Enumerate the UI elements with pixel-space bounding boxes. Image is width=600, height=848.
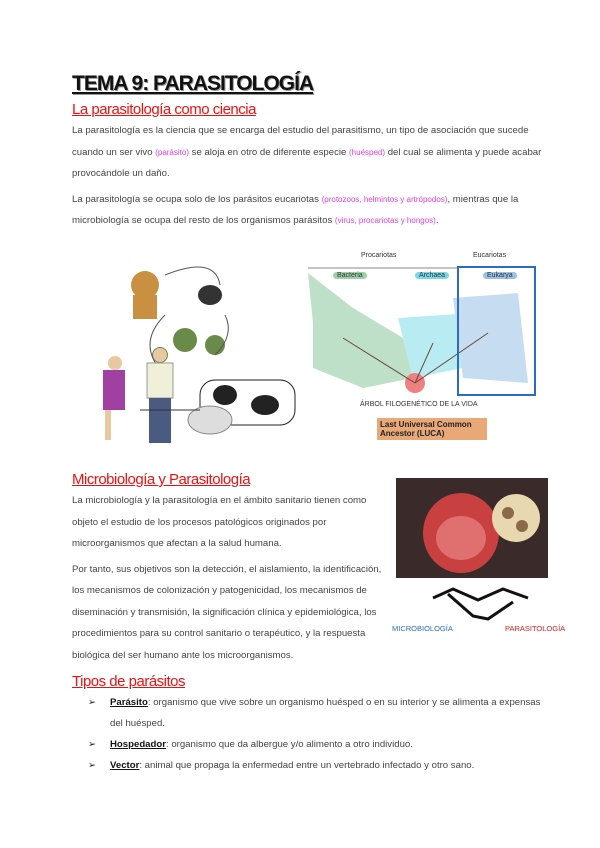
section-heading-micro: Microbiología y Parasitología — [72, 471, 251, 488]
paragraph-scope: La parasitología se ocupa solo de los parásitos eucariotas (protozoos, helmintos y artrópodos), mientras que la microbiología se ocupa del resto de los organismos parásitos (virus, procariotas y hongos). — [72, 193, 519, 226]
label-archaea: Archaea — [415, 272, 449, 279]
section-heading-ciencia: La parasitología como ciencia — [72, 101, 256, 118]
paragraph-objectives: Por tanto, sus objetivos son la detección, el aislamiento, la identificación, los mecanismos de colonización y patogenicidad, los mecanismos de diseminación y transmisión, la significación clínica y epidemiológica, los procedimientos para su control sanitario o terapéutico, y la respuesta biológica del ser humano ante los microorganismos. — [72, 563, 382, 661]
paragraph-micro-object: La microbiología y la parasitología en el ámbito sanitario tienen como objeto el estudio de los procesos patológicos originados por microorganismos que afectan a la salud humana. — [72, 495, 367, 549]
handshake-icon — [428, 584, 533, 622]
paragraph-definition: La parasitología es la ciencia que se encarga del estudio del parasitismo, un tipo de asociación que sucede cuando un ser vivo (parásito) se aloja en otro de diferente especie (huésped) del cual se alimenta y puede acabar provocándole un daño. — [72, 125, 542, 179]
label-bacteria: Bacteria — [333, 272, 367, 279]
luca-label: Last Universal Common Ancestor (LUCA) — [377, 418, 487, 440]
arrow-bullet-icon: ➢ — [88, 739, 97, 750]
arrow-bullet-icon: ➢ — [88, 697, 97, 708]
label-eukarya: Eukarya — [483, 272, 517, 279]
section-ciencia — [72, 100, 542, 232]
parasite-cycle-illustration — [65, 255, 300, 450]
list-item: ➢ Vector: animal que propaga la enfermedad entre un vertebrado infectado y otro sano. — [110, 755, 542, 776]
list-item: ➢ Parásito: organismo que vive sobre un organismo huésped o en su interior y se alimenta a expensas del huésped. — [110, 692, 542, 734]
page-title: TEMA 9: PARASITOLOGÍA — [72, 72, 314, 95]
phylogenetic-tree-image — [303, 252, 535, 408]
arrow-bullet-icon: ➢ — [88, 760, 97, 771]
intestine-image — [396, 478, 548, 578]
eukarya-highlight-box — [457, 266, 536, 396]
label-parasitologia: PARASITOLOGÍA — [505, 624, 566, 633]
label-eucariotas: Eucariotas — [473, 252, 507, 259]
section-heading-tipos: Tipos de parásitos — [72, 673, 186, 690]
label-microbiologia: MICROBIOLOGÍA — [392, 624, 453, 633]
label-procariotas: Procariotas — [361, 252, 397, 259]
tree-caption: ÁRBOL FILOGENÉTICO DE LA VIDA — [360, 401, 478, 408]
list-item: ➢ Hospedador: organismo que da albergue y/o alimento a otro individuo. — [110, 734, 542, 755]
